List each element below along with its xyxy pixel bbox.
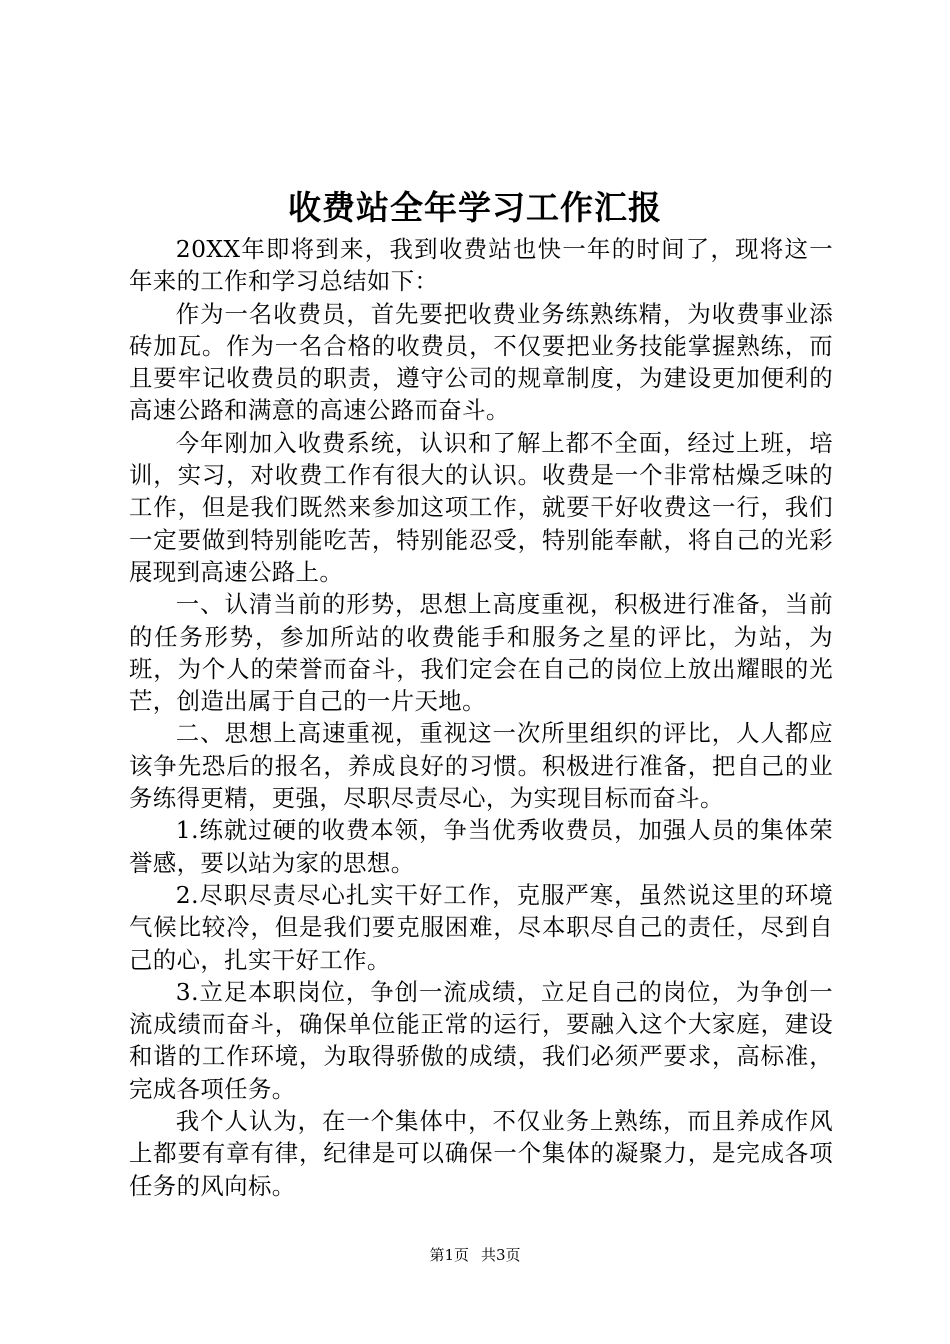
paragraph: 今年刚加入收费系统，认识和了解上都不全面，经过上班，培训，实习，对收费工作有很大的认识。收费是一个非常枯燥乏味的工作，但是我们既然来参加这项工作，就要干好收费这一行，我们一定要做到特别能吃苦，特别能忍受，特别能奉献，将自己的光彩展现到高速公路上。 [129, 428, 833, 586]
paragraph-item-2: 2.尽职尽责尽心扎实干好工作，克服严寒，虽然说这里的环境气候比较冷，但是我们要克服困难，尽本职尽自己的责任，尽到自己的心，扎实干好工作。 [129, 880, 833, 974]
page-number-total: 共3页 [481, 1246, 521, 1264]
paragraph-conclusion: 我个人认为，在一个集体中，不仅业务上熟练，而且养成作风上都要有章有律，纪律是可以确保一个集体的凝聚力，是完成各项任务的风向标。 [129, 1107, 833, 1200]
paragraph: 作为一名收费员，首先要把收费业务练熟练精，为收费事业添砖加瓦。作为一名合格的收费员，不仅要把业务技能掌握熟练，而且要牢记收费员的职责，遵守公司的规章制度，为建设更加便利的高速公路和满意的高速公路而奋斗。 [129, 299, 833, 425]
page-number-current: 第1页 [429, 1246, 469, 1264]
document-title: 收费站全年学习工作汇报 [288, 188, 662, 227]
page-footer [0, 1245, 950, 1265]
paragraph-item-1: 1.练就过硬的收费本领，争当优秀收费员，加强人员的集体荣誉感，要以站为家的思想。 [129, 816, 833, 877]
paragraph-section-two: 二、思想上高速重视，重视这一次所里组织的评比，人人都应该争先恐后的报名，养成良好的习惯。积极进行准备，把自己的业务练得更精，更强，尽职尽责尽心，为实现目标而奋斗。 [129, 719, 833, 813]
paragraph-section-one: 一、认清当前的形势，思想上高度重视，积极进行准备，当前的任务形势，参加所站的收费能手和服务之星的评比，为站，为班，为个人的荣誉而奋斗，我们定会在自己的岗位上放出耀眼的光芒，创造出属于自己的一片天地。 [129, 590, 833, 716]
paragraph-intro: 20XX年即将到来，我到收费站也快一年的时间了，现将这一年来的工作和学习总结如下： [129, 235, 833, 296]
paragraph-item-3: 3.立足本职岗位，争创一流成绩，立足自己的岗位，为争创一流成绩而奋斗，确保单位能正常的运行，要融入这个大家庭，建设和谐的工作环境，为取得骄傲的成绩，我们必须严要求，高标准，完成各项任务。 [129, 977, 833, 1103]
document-body [129, 233, 833, 1202]
